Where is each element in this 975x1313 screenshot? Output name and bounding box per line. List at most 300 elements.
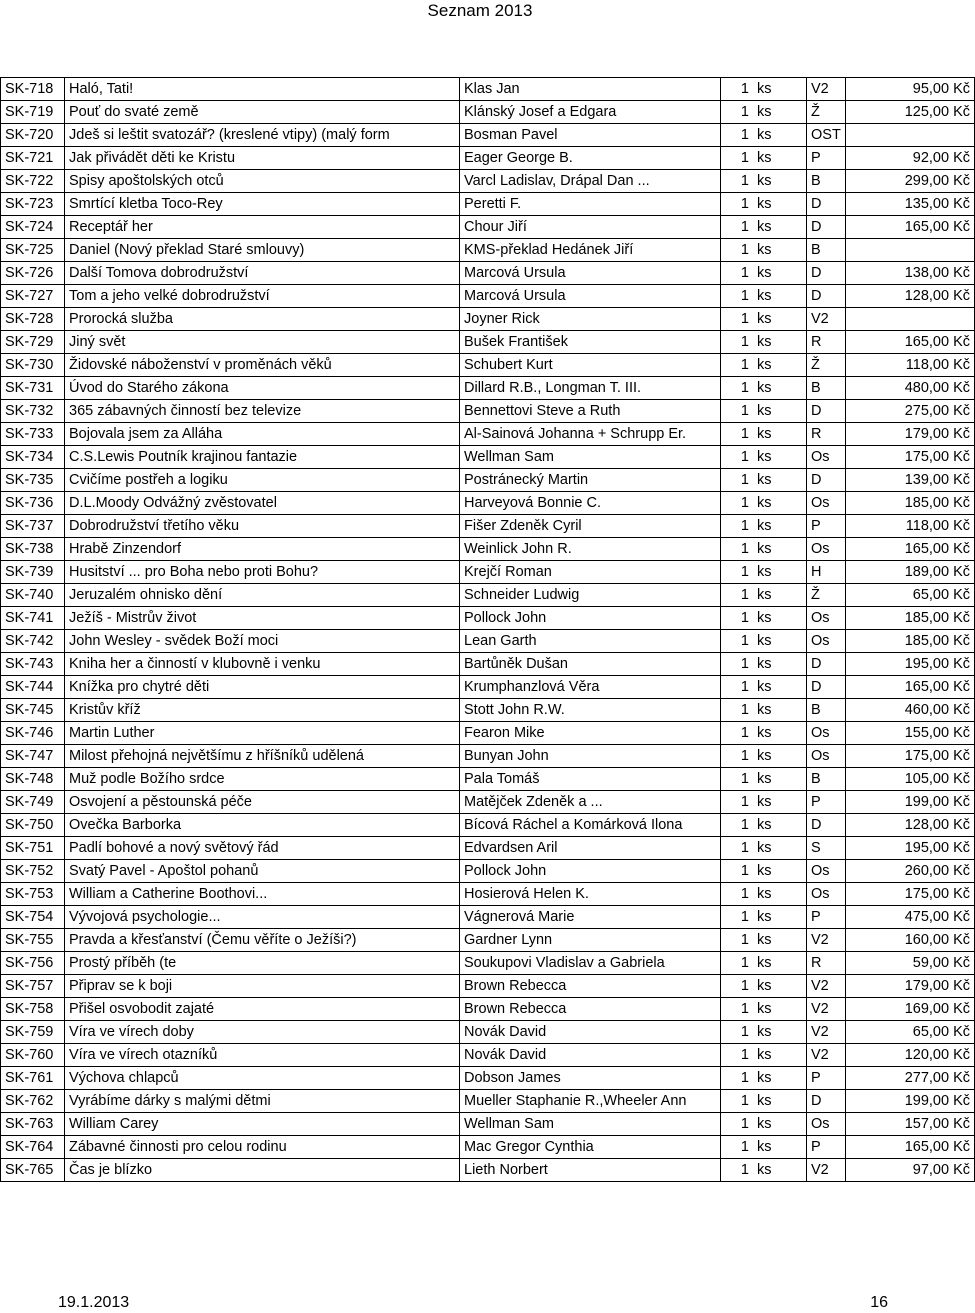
item-code: SK-727 — [1, 285, 65, 308]
item-author: Lean Garth — [460, 630, 721, 653]
item-price: 179,00 Kč — [846, 975, 975, 998]
table-row — [1, 998, 975, 1021]
page-title: Seznam 2013 — [427, 1, 533, 20]
item-code: SK-742 — [1, 630, 65, 653]
item-price: 135,00 Kč — [846, 193, 975, 216]
table-row — [1, 1090, 975, 1113]
item-author: Peretti F. — [460, 193, 721, 216]
table-row — [1, 285, 975, 308]
item-price: 189,00 Kč — [846, 561, 975, 584]
table-row — [1, 469, 975, 492]
item-category: B — [807, 699, 846, 722]
item-quantity: 1 — [721, 377, 754, 400]
item-author: Bosman Pavel — [460, 124, 721, 147]
item-author: Bennettovi Steve a Ruth — [460, 400, 721, 423]
item-code: SK-726 — [1, 262, 65, 285]
item-unit: ks — [753, 262, 807, 285]
item-unit: ks — [753, 975, 807, 998]
item-unit: ks — [753, 883, 807, 906]
item-category: D — [807, 469, 846, 492]
item-category: P — [807, 1136, 846, 1159]
item-unit: ks — [753, 561, 807, 584]
item-title: C.S.Lewis Poutník krajinou fantazie — [65, 446, 460, 469]
item-title: Zábavné činnosti pro celou rodinu — [65, 1136, 460, 1159]
item-price: 179,00 Kč — [846, 423, 975, 446]
item-quantity: 1 — [721, 492, 754, 515]
item-code: SK-732 — [1, 400, 65, 423]
item-title: Ovečka Barborka — [65, 814, 460, 837]
item-code: SK-758 — [1, 998, 65, 1021]
item-quantity: 1 — [721, 285, 754, 308]
table-row — [1, 354, 975, 377]
item-price: 165,00 Kč — [846, 216, 975, 239]
item-quantity: 1 — [721, 354, 754, 377]
item-quantity: 1 — [721, 308, 754, 331]
item-unit: ks — [753, 653, 807, 676]
item-quantity: 1 — [721, 147, 754, 170]
item-code: SK-760 — [1, 1044, 65, 1067]
item-category: B — [807, 377, 846, 400]
table-row — [1, 952, 975, 975]
item-category: Ž — [807, 101, 846, 124]
item-code: SK-741 — [1, 607, 65, 630]
table-row — [1, 262, 975, 285]
item-category: Os — [807, 745, 846, 768]
item-title: Židovské náboženství v proměnách věků — [65, 354, 460, 377]
table-row — [1, 538, 975, 561]
item-price: 97,00 Kč — [846, 1159, 975, 1182]
item-title: Daniel (Nový překlad Staré smlouvy) — [65, 239, 460, 262]
item-code: SK-762 — [1, 1090, 65, 1113]
item-code: SK-761 — [1, 1067, 65, 1090]
table-row — [1, 1044, 975, 1067]
item-category: P — [807, 791, 846, 814]
item-code: SK-752 — [1, 860, 65, 883]
item-title: Bojovala jsem za Alláha — [65, 423, 460, 446]
item-author: Krumphanzlová Věra — [460, 676, 721, 699]
item-author: Pala Tomáš — [460, 768, 721, 791]
item-category: D — [807, 216, 846, 239]
table-row — [1, 1067, 975, 1090]
item-price: 299,00 Kč — [846, 170, 975, 193]
item-code: SK-731 — [1, 377, 65, 400]
item-quantity: 1 — [721, 860, 754, 883]
table-row — [1, 400, 975, 423]
item-author: Brown Rebecca — [460, 975, 721, 998]
item-quantity: 1 — [721, 676, 754, 699]
item-unit: ks — [753, 124, 807, 147]
item-price: 260,00 Kč — [846, 860, 975, 883]
table-row — [1, 676, 975, 699]
item-title: Dobrodružství třetího věku — [65, 515, 460, 538]
item-author: Postránecký Martin — [460, 469, 721, 492]
item-code: SK-755 — [1, 929, 65, 952]
item-category: V2 — [807, 929, 846, 952]
item-unit: ks — [753, 331, 807, 354]
item-title: Kniha her a činností v klubovně i venku — [65, 653, 460, 676]
item-title: John Wesley - svědek Boží moci — [65, 630, 460, 653]
table-row — [1, 492, 975, 515]
item-quantity: 1 — [721, 538, 754, 561]
item-author: Novák David — [460, 1044, 721, 1067]
item-code: SK-730 — [1, 354, 65, 377]
item-category: B — [807, 239, 846, 262]
item-code: SK-738 — [1, 538, 65, 561]
item-code: SK-745 — [1, 699, 65, 722]
item-author: Klas Jan — [460, 78, 721, 101]
item-code: SK-743 — [1, 653, 65, 676]
item-quantity: 1 — [721, 952, 754, 975]
item-unit: ks — [753, 1113, 807, 1136]
catalog-body — [1, 78, 975, 1182]
item-author: Schubert Kurt — [460, 354, 721, 377]
item-category: R — [807, 423, 846, 446]
item-code: SK-737 — [1, 515, 65, 538]
item-category: D — [807, 1090, 846, 1113]
table-row — [1, 1113, 975, 1136]
item-unit: ks — [753, 538, 807, 561]
item-unit: ks — [753, 998, 807, 1021]
item-category: P — [807, 515, 846, 538]
item-category: R — [807, 331, 846, 354]
item-code: SK-728 — [1, 308, 65, 331]
table-row — [1, 837, 975, 860]
item-price: 175,00 Kč — [846, 883, 975, 906]
item-category: D — [807, 676, 846, 699]
item-category: Os — [807, 630, 846, 653]
item-price: 475,00 Kč — [846, 906, 975, 929]
item-unit: ks — [753, 423, 807, 446]
item-author: Wellman Sam — [460, 446, 721, 469]
item-code: SK-753 — [1, 883, 65, 906]
table-row — [1, 1159, 975, 1182]
item-unit: ks — [753, 193, 807, 216]
table-row — [1, 423, 975, 446]
item-unit: ks — [753, 147, 807, 170]
item-price: 175,00 Kč — [846, 745, 975, 768]
item-price: 118,00 Kč — [846, 354, 975, 377]
item-quantity: 1 — [721, 1090, 754, 1113]
item-title: Prostý příběh (te — [65, 952, 460, 975]
item-category: D — [807, 814, 846, 837]
item-author: Dillard R.B., Longman T. III. — [460, 377, 721, 400]
item-author: Pollock John — [460, 607, 721, 630]
item-code: SK-718 — [1, 78, 65, 101]
item-category: S — [807, 837, 846, 860]
item-price: 195,00 Kč — [846, 653, 975, 676]
table-row — [1, 515, 975, 538]
item-price: 118,00 Kč — [846, 515, 975, 538]
item-category: D — [807, 262, 846, 285]
table-row — [1, 814, 975, 837]
item-price: 157,00 Kč — [846, 1113, 975, 1136]
item-unit: ks — [753, 676, 807, 699]
table-row — [1, 147, 975, 170]
item-quantity: 1 — [721, 745, 754, 768]
item-title: William a Catherine Boothovi... — [65, 883, 460, 906]
footer-date: 19.1.2013 — [58, 1294, 130, 1311]
item-unit: ks — [753, 170, 807, 193]
item-quantity: 1 — [721, 998, 754, 1021]
item-title: 365 zábavných činností bez televize — [65, 400, 460, 423]
item-quantity: 1 — [721, 814, 754, 837]
item-quantity: 1 — [721, 1067, 754, 1090]
item-unit: ks — [753, 377, 807, 400]
item-quantity: 1 — [721, 653, 754, 676]
item-category: V2 — [807, 308, 846, 331]
item-price: 65,00 Kč — [846, 1021, 975, 1044]
item-unit: ks — [753, 929, 807, 952]
item-title: Pravda a křesťanství (Čemu věříte o Ježíši?) — [65, 929, 460, 952]
item-author: Vágnerová Marie — [460, 906, 721, 929]
item-title: Spisy apoštolských otců — [65, 170, 460, 193]
item-code: SK-739 — [1, 561, 65, 584]
item-category: V2 — [807, 1044, 846, 1067]
item-code: SK-751 — [1, 837, 65, 860]
item-unit: ks — [753, 1067, 807, 1090]
item-price: 128,00 Kč — [846, 285, 975, 308]
item-price: 65,00 Kč — [846, 584, 975, 607]
item-quantity: 1 — [721, 929, 754, 952]
item-code: SK-740 — [1, 584, 65, 607]
item-code: SK-754 — [1, 906, 65, 929]
item-title: Kristův kříž — [65, 699, 460, 722]
item-title: Smrtící kletba Toco-Rey — [65, 193, 460, 216]
item-unit: ks — [753, 285, 807, 308]
item-category: P — [807, 1067, 846, 1090]
item-author: Klánský Josef a Edgara — [460, 101, 721, 124]
item-quantity: 1 — [721, 446, 754, 469]
item-category: H — [807, 561, 846, 584]
item-price: 165,00 Kč — [846, 538, 975, 561]
item-code: SK-746 — [1, 722, 65, 745]
item-unit: ks — [753, 722, 807, 745]
item-code: SK-748 — [1, 768, 65, 791]
item-quantity: 1 — [721, 262, 754, 285]
table-row — [1, 78, 975, 101]
table-row — [1, 377, 975, 400]
item-category: V2 — [807, 1159, 846, 1182]
item-author: Stott John R.W. — [460, 699, 721, 722]
item-category: R — [807, 952, 846, 975]
item-unit: ks — [753, 630, 807, 653]
item-title: Receptář her — [65, 216, 460, 239]
item-quantity: 1 — [721, 1136, 754, 1159]
item-author: Bušek František — [460, 331, 721, 354]
item-code: SK-757 — [1, 975, 65, 998]
item-category: Os — [807, 492, 846, 515]
item-unit: ks — [753, 492, 807, 515]
item-unit: ks — [753, 515, 807, 538]
item-title: Ježíš - Mistrův život — [65, 607, 460, 630]
item-price: 185,00 Kč — [846, 492, 975, 515]
table-row — [1, 584, 975, 607]
table-row — [1, 1021, 975, 1044]
item-title: Výchova chlapců — [65, 1067, 460, 1090]
item-category: Os — [807, 538, 846, 561]
item-title: Cvičíme postřeh a logiku — [65, 469, 460, 492]
item-code: SK-733 — [1, 423, 65, 446]
item-unit: ks — [753, 216, 807, 239]
item-quantity: 1 — [721, 216, 754, 239]
item-title: Jak přivádět děti ke Kristu — [65, 147, 460, 170]
item-price: 275,00 Kč — [846, 400, 975, 423]
item-unit: ks — [753, 906, 807, 929]
item-author: Matějček Zdeněk a ... — [460, 791, 721, 814]
item-author: Schneider Ludwig — [460, 584, 721, 607]
item-title: William Carey — [65, 1113, 460, 1136]
table-row — [1, 193, 975, 216]
item-author: Bícová Ráchel a Komárková Ilona — [460, 814, 721, 837]
item-quantity: 1 — [721, 906, 754, 929]
item-quantity: 1 — [721, 1021, 754, 1044]
item-price: 155,00 Kč — [846, 722, 975, 745]
item-title: Osvojení a pěstounská péče — [65, 791, 460, 814]
table-row — [1, 446, 975, 469]
item-quantity: 1 — [721, 975, 754, 998]
item-category: OST — [807, 124, 846, 147]
item-author: Fearon Mike — [460, 722, 721, 745]
item-category: Os — [807, 860, 846, 883]
item-unit: ks — [753, 1044, 807, 1067]
item-price: 165,00 Kč — [846, 1136, 975, 1159]
item-code: SK-765 — [1, 1159, 65, 1182]
item-unit: ks — [753, 768, 807, 791]
item-code: SK-721 — [1, 147, 65, 170]
table-row — [1, 331, 975, 354]
item-quantity: 1 — [721, 722, 754, 745]
item-quantity: 1 — [721, 193, 754, 216]
item-author: Novák David — [460, 1021, 721, 1044]
item-quantity: 1 — [721, 101, 754, 124]
item-price: 92,00 Kč — [846, 147, 975, 170]
item-title: Připrav se k boji — [65, 975, 460, 998]
item-author: Joyner Rick — [460, 308, 721, 331]
item-unit: ks — [753, 1159, 807, 1182]
item-quantity: 1 — [721, 561, 754, 584]
item-title: Úvod do Starého zákona — [65, 377, 460, 400]
item-author: Soukupovi Vladislav a Gabriela — [460, 952, 721, 975]
footer-page-number: 16 — [870, 1294, 888, 1311]
item-unit: ks — [753, 860, 807, 883]
item-quantity: 1 — [721, 331, 754, 354]
item-unit: ks — [753, 239, 807, 262]
item-quantity: 1 — [721, 607, 754, 630]
item-author: Fišer Zdeněk Cyril — [460, 515, 721, 538]
item-title: Čas je blízko — [65, 1159, 460, 1182]
item-code: SK-722 — [1, 170, 65, 193]
item-title: Husitství ... pro Boha nebo proti Bohu? — [65, 561, 460, 584]
table-row — [1, 170, 975, 193]
item-unit: ks — [753, 607, 807, 630]
item-category: P — [807, 147, 846, 170]
table-row — [1, 791, 975, 814]
item-author: Gardner Lynn — [460, 929, 721, 952]
item-category: D — [807, 193, 846, 216]
table-row — [1, 653, 975, 676]
item-quantity: 1 — [721, 584, 754, 607]
item-code: SK-744 — [1, 676, 65, 699]
item-title: Milost přehojná největšímu z hříšníků udělená — [65, 745, 460, 768]
item-category: V2 — [807, 975, 846, 998]
item-author: Bunyan John — [460, 745, 721, 768]
item-category: Os — [807, 1113, 846, 1136]
item-price: 165,00 Kč — [846, 676, 975, 699]
item-quantity: 1 — [721, 124, 754, 147]
item-author: Dobson James — [460, 1067, 721, 1090]
item-code: SK-719 — [1, 101, 65, 124]
item-author: Eager George B. — [460, 147, 721, 170]
item-quantity: 1 — [721, 1159, 754, 1182]
item-unit: ks — [753, 78, 807, 101]
item-quantity: 1 — [721, 1044, 754, 1067]
item-price: 277,00 Kč — [846, 1067, 975, 1090]
item-price: 199,00 Kč — [846, 1090, 975, 1113]
item-title: Martin Luther — [65, 722, 460, 745]
table-row — [1, 239, 975, 262]
item-code: SK-756 — [1, 952, 65, 975]
item-author: Harveyová Bonnie C. — [460, 492, 721, 515]
item-price: 59,00 Kč — [846, 952, 975, 975]
item-price: 175,00 Kč — [846, 446, 975, 469]
item-quantity: 1 — [721, 170, 754, 193]
item-author: Al-Sainová Johanna + Schrupp Er. — [460, 423, 721, 446]
table-row — [1, 216, 975, 239]
item-title: Pouť do svaté země — [65, 101, 460, 124]
item-price: 160,00 Kč — [846, 929, 975, 952]
item-category: Os — [807, 446, 846, 469]
item-category: Ž — [807, 584, 846, 607]
item-title: Hrabě Zinzendorf — [65, 538, 460, 561]
item-category: D — [807, 285, 846, 308]
item-code: SK-759 — [1, 1021, 65, 1044]
item-unit: ks — [753, 308, 807, 331]
item-title: Knížka pro chytré děti — [65, 676, 460, 699]
table-row — [1, 699, 975, 722]
item-price: 128,00 Kč — [846, 814, 975, 837]
table-row — [1, 906, 975, 929]
item-category: B — [807, 170, 846, 193]
item-code: SK-734 — [1, 446, 65, 469]
item-unit: ks — [753, 584, 807, 607]
item-title: Prorocká služba — [65, 308, 460, 331]
table-row — [1, 1136, 975, 1159]
item-category: P — [807, 906, 846, 929]
item-category: Os — [807, 607, 846, 630]
item-quantity: 1 — [721, 883, 754, 906]
item-price: 185,00 Kč — [846, 630, 975, 653]
table-row — [1, 745, 975, 768]
item-code: SK-763 — [1, 1113, 65, 1136]
item-quantity: 1 — [721, 469, 754, 492]
item-author: Marcová Ursula — [460, 262, 721, 285]
item-price: 139,00 Kč — [846, 469, 975, 492]
item-category: V2 — [807, 78, 846, 101]
item-quantity: 1 — [721, 1113, 754, 1136]
item-code: SK-720 — [1, 124, 65, 147]
item-title: D.L.Moody Odvážný zvěstovatel — [65, 492, 460, 515]
item-unit: ks — [753, 1136, 807, 1159]
item-price: 125,00 Kč — [846, 101, 975, 124]
table-row — [1, 860, 975, 883]
item-price: 95,00 Kč — [846, 78, 975, 101]
item-category: V2 — [807, 998, 846, 1021]
table-row — [1, 630, 975, 653]
item-title: Svatý Pavel - Apoštol pohanů — [65, 860, 460, 883]
table-row — [1, 883, 975, 906]
item-quantity: 1 — [721, 837, 754, 860]
item-quantity: 1 — [721, 768, 754, 791]
